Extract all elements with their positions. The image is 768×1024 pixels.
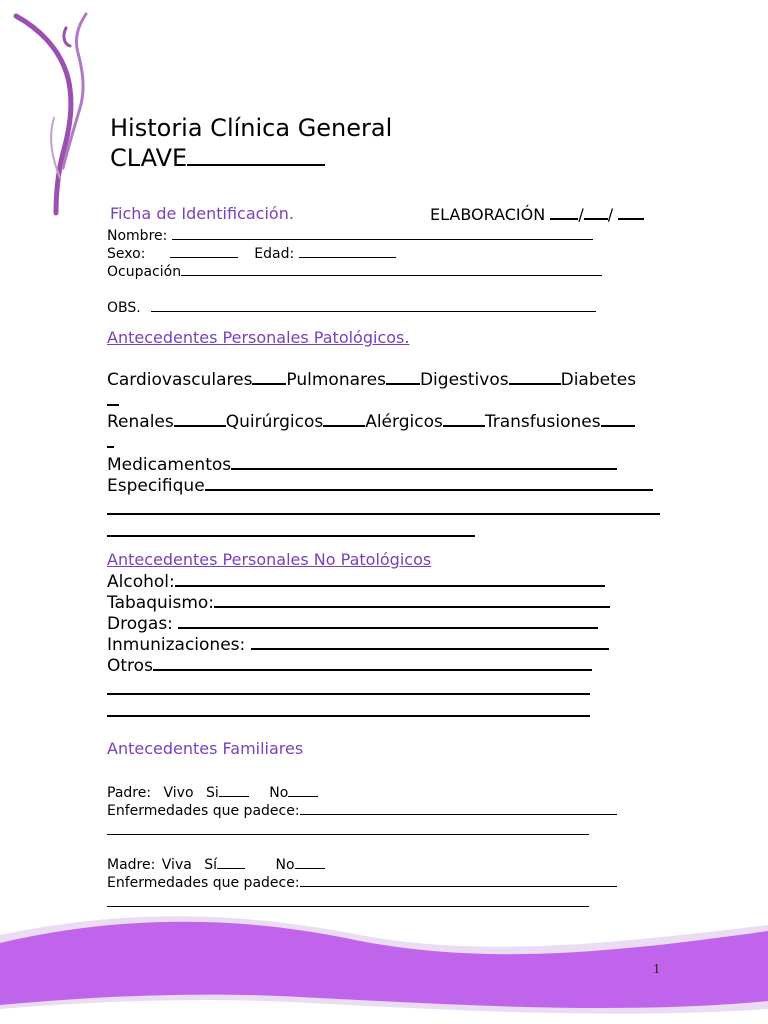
padre-label: Padre: bbox=[107, 785, 152, 801]
quirurgicos-label: Quirúrgicos bbox=[225, 412, 324, 432]
renales-field[interactable] bbox=[174, 411, 226, 427]
nombre-label: Nombre: bbox=[107, 228, 168, 244]
especifique-row bbox=[107, 475, 653, 496]
elaboracion-month-field[interactable] bbox=[584, 204, 608, 220]
date-separator: / bbox=[607, 205, 614, 224]
especifique-line-3[interactable] bbox=[107, 535, 475, 537]
madre-no-field[interactable] bbox=[295, 854, 325, 869]
clave-field[interactable] bbox=[187, 150, 325, 166]
especifique-label: Especifique bbox=[107, 476, 205, 496]
sexo-label: Sexo: bbox=[107, 246, 146, 262]
otros-label: Otros bbox=[107, 656, 153, 676]
padre-enfermedades-label: Enfermedades que padece: bbox=[107, 803, 300, 819]
padre-si-field[interactable] bbox=[219, 782, 249, 797]
madre-viva-label: Viva bbox=[161, 857, 192, 873]
drogas-row bbox=[107, 613, 598, 634]
section-identificacion-heading: Ficha de Identificación. bbox=[110, 204, 294, 223]
tabaquismo-label: Tabaquismo: bbox=[107, 593, 215, 613]
cardiovasculares-label: Cardiovasculares bbox=[107, 370, 253, 390]
patologicos-row-2 bbox=[107, 411, 635, 432]
diabetes-label: Diabetes bbox=[560, 370, 637, 390]
pulmonares-field[interactable] bbox=[386, 369, 420, 385]
madre-enfermedades-field[interactable] bbox=[300, 872, 617, 887]
otros-line-2[interactable] bbox=[107, 693, 590, 695]
madre-row bbox=[107, 854, 325, 873]
digestivos-field[interactable] bbox=[509, 369, 561, 385]
otros-line-3[interactable] bbox=[107, 715, 590, 717]
elaboracion-day-field[interactable] bbox=[550, 204, 578, 220]
renales-label: Renales bbox=[107, 412, 174, 432]
tabaquismo-field[interactable] bbox=[214, 592, 610, 608]
nombre-field[interactable] bbox=[172, 225, 593, 240]
section-familiares-heading: Antecedentes Familiares bbox=[107, 739, 304, 758]
elaboracion-row bbox=[430, 204, 644, 224]
madre-label: Madre: bbox=[107, 857, 156, 873]
alergicos-label: Alérgicos bbox=[365, 412, 443, 432]
especifique-line-2[interactable] bbox=[107, 513, 660, 515]
tabaquismo-row bbox=[107, 592, 610, 613]
woman-silhouette-logo bbox=[8, 8, 98, 218]
clave-label: CLAVE bbox=[110, 144, 188, 172]
drogas-field[interactable] bbox=[178, 613, 598, 629]
transfusiones-field-wrap[interactable] bbox=[107, 446, 114, 448]
inmunizaciones-label: Inmunizaciones: bbox=[107, 635, 246, 655]
madre-si-label: Sí bbox=[204, 857, 218, 873]
padre-si-label: Si bbox=[205, 785, 219, 801]
section-patologicos-heading: Antecedentes Personales Patológicos. bbox=[107, 328, 410, 347]
edad-field[interactable] bbox=[299, 243, 396, 258]
obs-field[interactable] bbox=[151, 297, 596, 312]
medicamentos-row bbox=[107, 454, 617, 475]
padre-enfermedades-line-2[interactable] bbox=[107, 834, 589, 835]
alcohol-label: Alcohol: bbox=[107, 572, 175, 592]
obs-row bbox=[107, 297, 596, 316]
transfusiones-label: Transfusiones bbox=[484, 412, 601, 432]
diabetes-field-wrap[interactable] bbox=[107, 404, 119, 406]
alcohol-row bbox=[107, 571, 605, 592]
page-number: 1 bbox=[653, 962, 660, 977]
patologicos-row-1 bbox=[107, 369, 636, 390]
padre-no-field[interactable] bbox=[288, 782, 318, 797]
madre-enfermedades-label: Enfermedades que padece: bbox=[107, 875, 300, 891]
quirurgicos-field[interactable] bbox=[323, 411, 365, 427]
padre-row bbox=[107, 782, 318, 801]
drogas-label: Drogas: bbox=[107, 614, 173, 634]
madre-no-label: No bbox=[275, 857, 295, 873]
elaboracion-label: ELABORACIÓN bbox=[430, 205, 546, 224]
transfusiones-field[interactable] bbox=[601, 411, 635, 427]
pulmonares-label: Pulmonares bbox=[286, 370, 386, 390]
ocupacion-label: Ocupación bbox=[107, 264, 182, 280]
padre-enfermedades-row bbox=[107, 800, 617, 819]
date-separator: / bbox=[578, 205, 584, 224]
ocupacion-field[interactable] bbox=[181, 261, 602, 276]
otros-row bbox=[107, 655, 592, 676]
edad-label: Edad: bbox=[254, 246, 295, 262]
padre-no-label: No bbox=[269, 785, 289, 801]
alergicos-field[interactable] bbox=[443, 411, 485, 427]
ocupacion-row bbox=[107, 261, 602, 280]
medicamentos-label: Medicamentos bbox=[107, 455, 232, 475]
obs-label: OBS. bbox=[107, 300, 141, 316]
padre-enfermedades-field[interactable] bbox=[300, 800, 617, 815]
inmunizaciones-field[interactable] bbox=[251, 634, 609, 650]
cardiovasculares-field[interactable] bbox=[252, 369, 286, 385]
clave-row bbox=[110, 143, 325, 173]
nombre-row bbox=[107, 225, 593, 244]
document-title: Historia Clínica General bbox=[110, 114, 393, 142]
elaboracion-year-field[interactable] bbox=[618, 204, 644, 220]
madre-si-field[interactable] bbox=[217, 854, 245, 869]
alcohol-field[interactable] bbox=[175, 571, 605, 587]
padre-vivo-label: Vivo bbox=[163, 785, 194, 801]
medicamentos-field[interactable] bbox=[231, 454, 617, 470]
digestivos-label: Digestivos bbox=[419, 370, 509, 390]
otros-field[interactable] bbox=[153, 655, 592, 671]
especifique-field[interactable] bbox=[205, 475, 653, 491]
inmunizaciones-row bbox=[107, 634, 609, 655]
section-no-patologicos-heading: Antecedentes Personales No Patológicos bbox=[107, 550, 432, 569]
sexo-field[interactable] bbox=[170, 243, 238, 258]
sexo-edad-row bbox=[107, 243, 396, 262]
madre-enfermedades-row bbox=[107, 872, 617, 891]
